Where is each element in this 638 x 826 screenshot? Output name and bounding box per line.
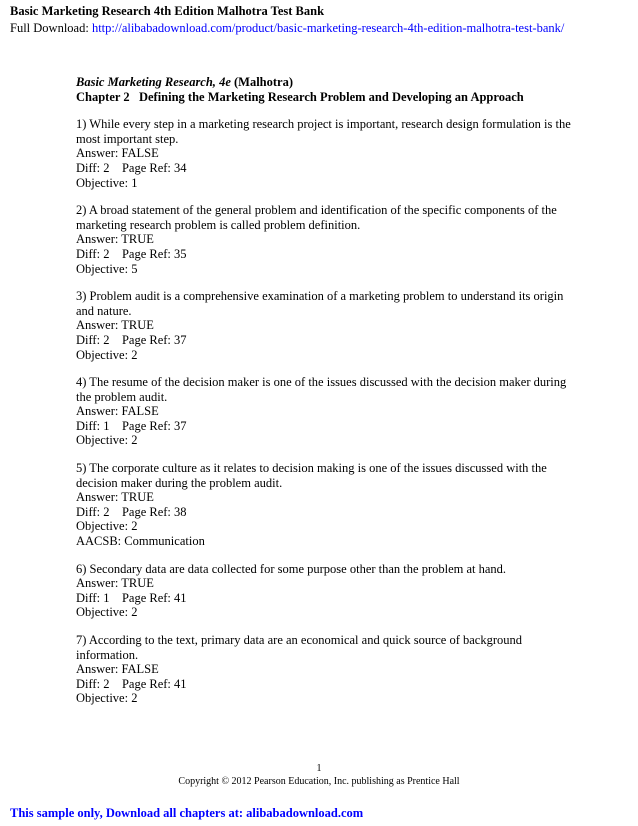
copyright-notice: Copyright © 2012 Pearson Education, Inc. publishing as Prentice Hall	[178, 776, 460, 787]
question-difficulty: Diff: 2 Page Ref: 35	[76, 246, 187, 261]
question-objective: Objective: 2	[76, 433, 138, 448]
question-answer: Answer: FALSE	[76, 662, 159, 677]
chapter-heading: Chapter 2 Defining the Marketing Research Problem and Developing an Approach	[76, 89, 524, 104]
question-item	[76, 117, 576, 190]
question-objective: Objective: 5	[76, 261, 138, 276]
question-difficulty: Diff: 2 Page Ref: 37	[76, 332, 187, 347]
page-number: 1	[316, 763, 322, 774]
book-title: Basic Marketing Research,	[76, 75, 216, 89]
question-item	[76, 375, 576, 448]
question-text: 4) The resume of the decision maker is one of the issues discussed with the decision maker during the problem audit.	[76, 375, 567, 404]
question-text: 2) A broad statement of the general problem and identification of the specific components of the marketing research problem is called problem definition.	[76, 203, 557, 232]
document-body	[76, 75, 576, 719]
download-link[interactable]: http://alibabadownload.com/product/basic-marketing-research-4th-edition-malhotra-test-bank/	[91, 21, 565, 35]
question-answer: Answer: TRUE	[76, 490, 154, 505]
question-objective: Objective: 1	[76, 175, 138, 190]
download-label: Full Download:	[10, 21, 92, 35]
question-answer: Answer: FALSE	[76, 404, 159, 419]
question-answer: Answer: FALSE	[76, 146, 159, 161]
question-difficulty: Diff: 2 Page Ref: 34	[76, 160, 187, 175]
question-answer: Answer: TRUE	[76, 232, 154, 247]
banner-title: Basic Marketing Research 4th Edition Malhotra Test Bank	[10, 4, 325, 18]
question-difficulty: Diff: 1 Page Ref: 41	[76, 590, 187, 605]
question-objective: Objective: 2	[76, 519, 138, 534]
question-answer: Answer: TRUE	[76, 576, 154, 591]
question-difficulty: Diff: 1 Page Ref: 37	[76, 418, 187, 433]
sample-notice: This sample only, Download all chapters at: alibabadownload.com	[10, 806, 364, 820]
question-difficulty: Diff: 2 Page Ref: 41	[76, 676, 187, 691]
book-author: (Malhotra)	[234, 75, 294, 89]
question-text: 7) According to the text, primary data are an economical and quick source of background information.	[76, 633, 523, 662]
question-text: 3) Problem audit is a comprehensive examination of a marketing problem to understand its origin and nature.	[76, 289, 564, 318]
question-text: 5) The corporate culture as it relates to decision making is one of the issues discussed with the decision maker during the problem audit.	[76, 461, 547, 490]
question-aacsb: AACSB: Communication	[76, 534, 205, 549]
question-objective: Objective: 2	[76, 691, 138, 706]
question-item	[76, 203, 576, 276]
question-text: 6) Secondary data are data collected for some purpose other than the problem at hand.	[76, 561, 507, 576]
question-objective: Objective: 2	[76, 605, 138, 620]
question-difficulty: Diff: 2 Page Ref: 38	[76, 504, 187, 519]
question-answer: Answer: TRUE	[76, 318, 154, 333]
question-item	[76, 289, 576, 362]
question-item	[76, 461, 576, 549]
question-item	[76, 562, 576, 620]
banner-download-line	[10, 21, 564, 36]
question-objective: Objective: 2	[76, 347, 138, 362]
book-heading	[76, 75, 576, 90]
question-text: 1) While every step in a marketing research project is important, research design formulation is the most important step.	[76, 117, 571, 146]
question-item	[76, 633, 576, 706]
question-list	[76, 117, 576, 706]
book-edition: 4e	[219, 75, 231, 89]
